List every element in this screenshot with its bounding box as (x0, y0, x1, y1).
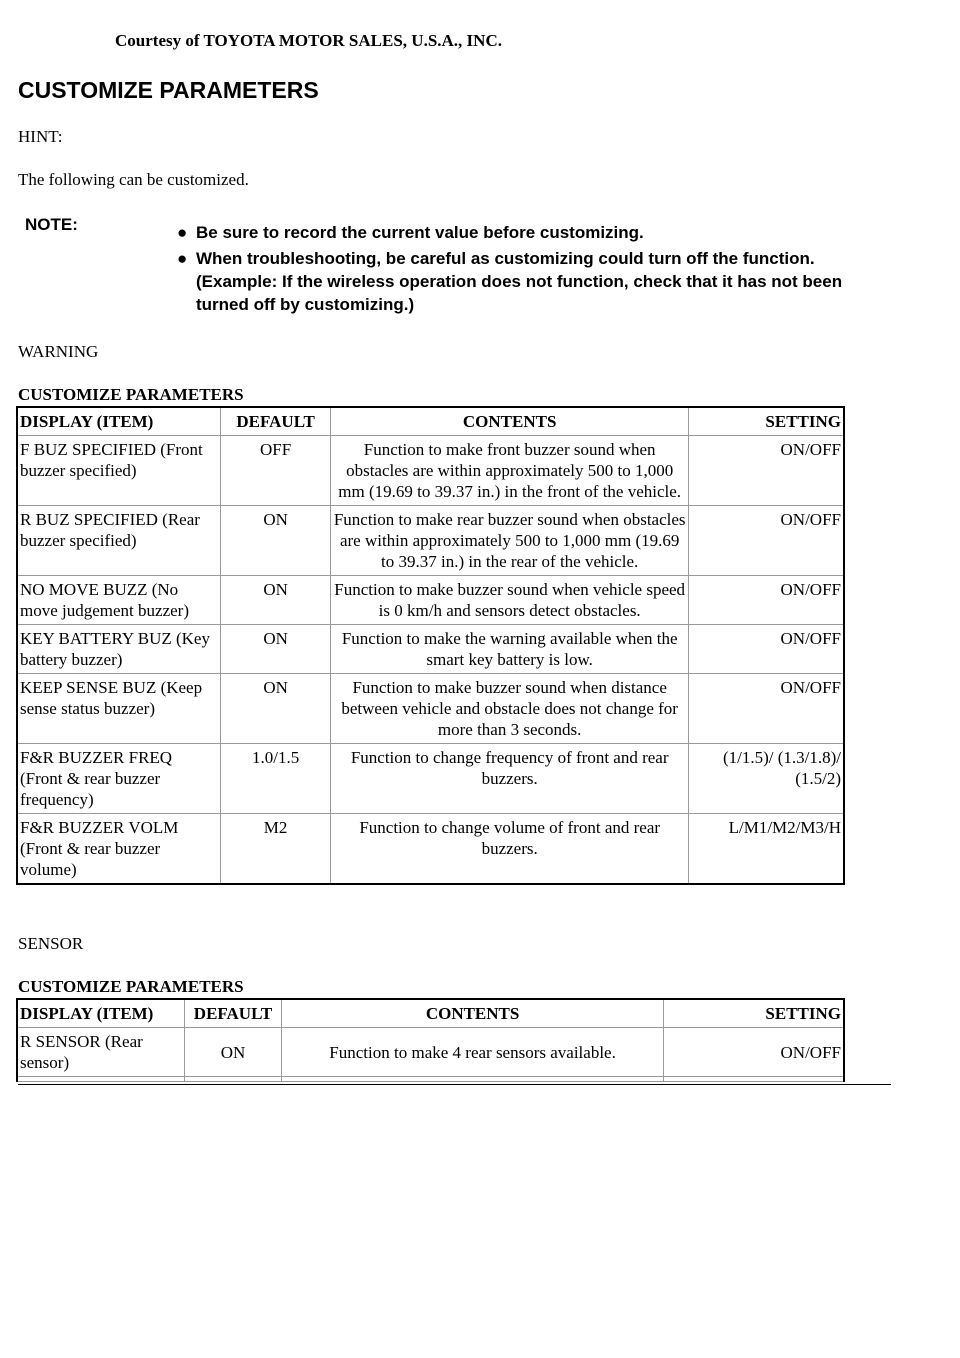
cell-setting: ON/OFF (689, 674, 844, 744)
courtesy-line: Courtesy of TOYOTA MOTOR SALES, U.S.A., INC. (115, 31, 502, 50)
cell-setting: L/M1/M2/M3/H (689, 814, 844, 885)
table-row (17, 1028, 844, 1077)
cell-contents: Function to change volume of front and rear buzzers. (331, 814, 689, 885)
cell-setting: (1/1.5)/ (1.3/1.8)/ (1.5/2) (689, 744, 844, 814)
note-item (170, 247, 890, 316)
bullet-icon: ● (177, 249, 188, 268)
table-row (17, 506, 844, 576)
table-row (17, 744, 844, 814)
cell-default: ON (220, 506, 330, 576)
customize-parameters-table-sensor (16, 998, 845, 1082)
column-header-display: DISPLAY (ITEM) (17, 999, 184, 1028)
cell-display: R BUZ SPECIFIED (Rear buzzer specified) (17, 506, 220, 576)
cell-setting: ON/OFF (664, 1028, 844, 1077)
cell-default: ON (220, 576, 330, 625)
note-item (170, 221, 890, 244)
cell-display: F&R BUZZER FREQ (Front & rear buzzer frequency) (17, 744, 220, 814)
bullet-icon: ● (177, 223, 188, 242)
cell-default: ON (184, 1028, 281, 1077)
table-row (17, 436, 844, 506)
note-list (170, 221, 890, 319)
cell-contents: Function to change frequency of front and rear buzzers. (331, 744, 689, 814)
cell-default: M2 (220, 814, 330, 885)
table-row-cutoff (17, 1077, 844, 1082)
cell-contents: Function to make rear buzzer sound when obstacles are within approximately 500 to 1,000 mm (19.69 to 39.37 in.) in the rear of the vehicle. (331, 506, 689, 576)
page-title: CUSTOMIZE PARAMETERS (18, 77, 319, 103)
section-heading-warning: WARNING (18, 342, 99, 361)
cell-setting: ON/OFF (689, 625, 844, 674)
column-header-default: DEFAULT (220, 407, 330, 436)
cell-contents: Function to make buzzer sound when vehicle speed is 0 km/h and sensors detect obstacles. (331, 576, 689, 625)
cell-display: KEY BATTERY BUZ (Key battery buzzer) (17, 625, 220, 674)
table-row (17, 674, 844, 744)
table-caption: CUSTOMIZE PARAMETERS (18, 977, 244, 996)
cell-display: F BUZ SPECIFIED (Front buzzer specified) (17, 436, 220, 506)
cell-contents: Function to make front buzzer sound when obstacles are within approximately 500 to 1,000 mm (19.69 to 39.37 in.) in the front of the vehicle. (331, 436, 689, 506)
cell-display: R SENSOR (Rear sensor) (17, 1028, 184, 1077)
column-header-contents: CONTENTS (282, 999, 664, 1028)
section-heading-sensor: SENSOR (18, 934, 84, 953)
cell-contents: Function to make the warning available when the smart key battery is low. (331, 625, 689, 674)
cell-default: ON (220, 674, 330, 744)
cell-default: 1.0/1.5 (220, 744, 330, 814)
note-label: NOTE: (25, 215, 78, 234)
column-header-setting: SETTING (689, 407, 844, 436)
hint-text: The following can be customized. (18, 170, 249, 189)
cell-setting: ON/OFF (689, 576, 844, 625)
customize-parameters-table-warning (16, 406, 845, 885)
cell-display: NO MOVE BUZZ (No move judgement buzzer) (17, 576, 220, 625)
cell-default: OFF (220, 436, 330, 506)
table-caption: CUSTOMIZE PARAMETERS (18, 385, 244, 404)
hint-label: HINT: (18, 127, 63, 146)
note-item-text: Be sure to record the current value before customizing. (196, 223, 644, 242)
column-header-display: DISPLAY (ITEM) (17, 407, 220, 436)
table-header-row (17, 407, 844, 436)
column-header-contents: CONTENTS (331, 407, 689, 436)
note-item-text: When troubleshooting, be careful as customizing could turn off the function. (Example: If the wireless operation does not function, check that it has not been turned off by customizing.) (196, 249, 843, 314)
cell-setting: ON/OFF (689, 506, 844, 576)
cell-default: ON (220, 625, 330, 674)
cell-contents: Function to make buzzer sound when distance between vehicle and obstacle does not change for more than 3 seconds. (331, 674, 689, 744)
column-header-setting: SETTING (664, 999, 844, 1028)
page-divider (18, 1084, 891, 1085)
cell-contents: Function to make 4 rear sensors available. (282, 1028, 664, 1077)
cell-display: F&R BUZZER VOLM (Front & rear buzzer volume) (17, 814, 220, 885)
cell-display: KEEP SENSE BUZ (Keep sense status buzzer) (17, 674, 220, 744)
table-row (17, 576, 844, 625)
table-row (17, 814, 844, 885)
table-row (17, 625, 844, 674)
cell-setting: ON/OFF (689, 436, 844, 506)
table-header-row (17, 999, 844, 1028)
column-header-default: DEFAULT (184, 999, 281, 1028)
